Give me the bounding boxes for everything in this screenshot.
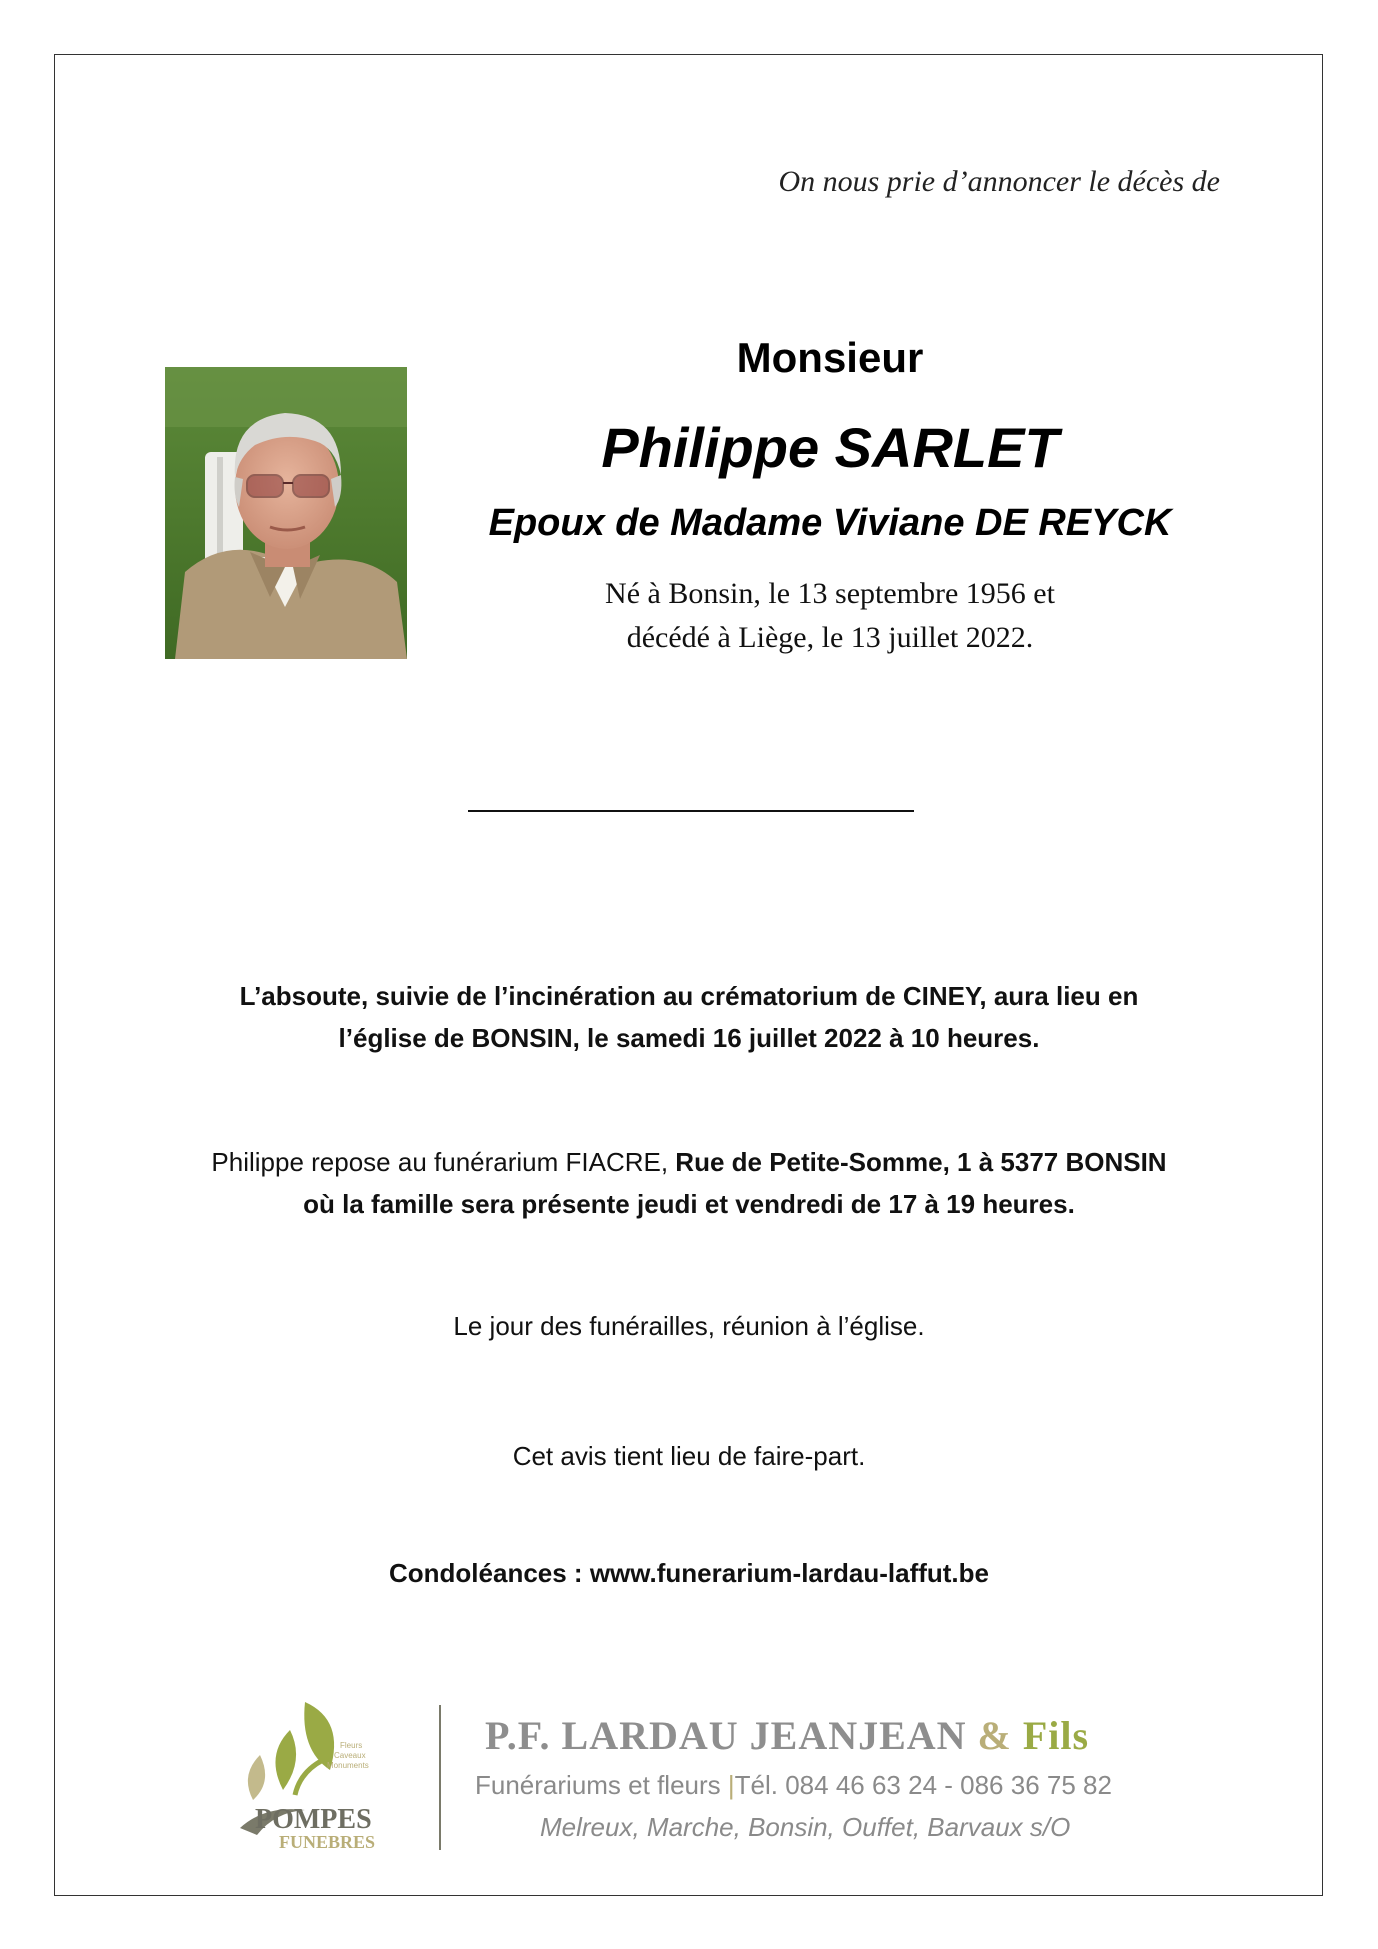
logo-text-bottom: FUNEBRES [279,1832,376,1852]
company-fils: Fils [1022,1713,1090,1758]
deceased-title: Monsieur [736,334,924,381]
company-main: P.F. LARDAU JEANJEAN [485,1713,967,1758]
company-towns: Melreux, Marche, Bonsin, Ouffet, Barvaux s/O [540,1812,1071,1842]
notice-text: Cet avis tient lieu de faire-part. [512,1441,866,1471]
ceremony-paragraph [90,975,1288,1059]
logo-side-2: Caveaux [334,1751,366,1760]
portrait-photo [165,367,407,659]
funeral-logo [235,1700,430,1852]
rest-paragraph [90,1141,1288,1225]
rest-line-2: où la famille sera présente jeudi et vendredi de 17 à 19 heures. [303,1189,1075,1219]
rest-line-1 [90,1141,1288,1183]
condolences-text: Condoléances : www.funerarium-lardau-laffut.be [389,1558,989,1588]
company-name [485,1712,1089,1759]
separator-line [468,810,914,812]
death-line: décédé à Liège, le 13 juillet 2022. [626,621,1034,654]
deceased-spouse: Epoux de Madame Viviane DE REYCK [488,502,1172,544]
rest-address: Rue de Petite-Somme, 1 à 5377 BONSIN [675,1147,1167,1177]
logo-text-top: POMPES [255,1804,372,1835]
footer-divider [439,1705,441,1850]
company-tagline [475,1770,1112,1801]
logo-side-3: Monuments [327,1761,369,1770]
meeting-text: Le jour des funérailles, réunion à l’église. [453,1311,925,1341]
intro-text: On nous prie d’annoncer le décès de [778,165,1220,198]
ceremony-line-1: L’absoute, suivie de l’incinération au crématorium de CINEY, aura lieu en [239,981,1139,1011]
deceased-dates [420,572,1240,660]
rest-prefix: Philippe repose au funérarium FIACRE, [211,1147,676,1177]
tagline-tel: Tél. 084 46 63 24 - 086 36 75 82 [734,1770,1112,1800]
birth-line: Né à Bonsin, le 13 septembre 1956 et [605,577,1055,610]
tagline-sep: | [727,1770,735,1800]
ceremony-line-2: l’église de BONSIN, le samedi 16 juillet 2022 à 10 heures. [338,1023,1040,1053]
logo-side-1: Fleurs [340,1741,363,1750]
deceased-name: Philippe SARLET [601,416,1059,479]
company-amp: & [977,1713,1012,1758]
tagline-left: Funérariums et fleurs [475,1770,721,1800]
